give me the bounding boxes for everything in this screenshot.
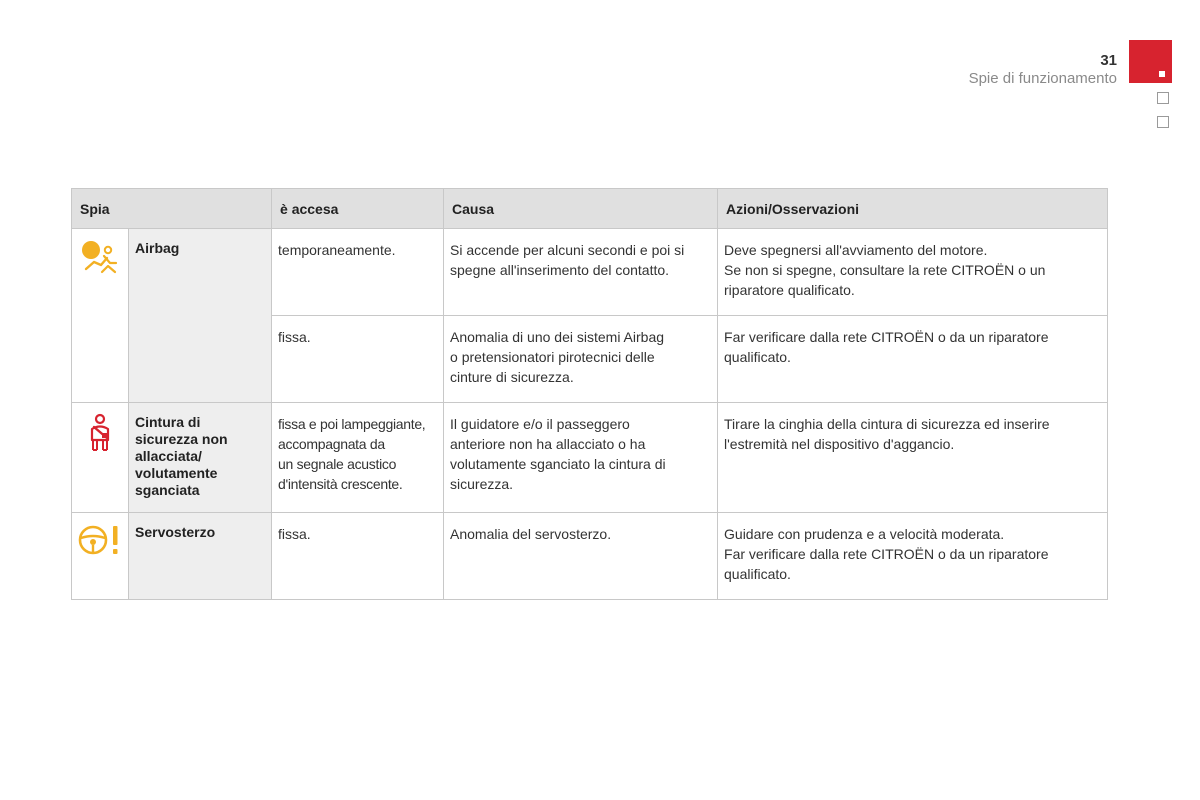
chapter-tab-active	[1129, 40, 1172, 83]
text-line: Guidare con prudenza e a velocità moderata.	[724, 526, 1005, 542]
cause-cell	[444, 403, 718, 513]
cause-cell	[444, 229, 718, 316]
text-line: Il guidatore e/o il passeggero	[450, 416, 630, 432]
icon-cell	[72, 403, 129, 513]
header-spia: Spia	[72, 189, 272, 229]
action-cell	[718, 513, 1108, 600]
table-header-row	[72, 189, 1108, 229]
text-line: Far verificare dalla rete CITROËN o da un riparatore	[724, 546, 1049, 562]
text-line: qualificato.	[724, 566, 791, 582]
text-line: l'estremità nel dispositivo d'aggancio.	[724, 436, 955, 452]
state-cell: temporaneamente.	[272, 229, 444, 316]
header-azioni: Azioni/Osservazioni	[718, 189, 1108, 229]
chapter-marker-icon	[1159, 71, 1165, 77]
text-line: Cintura di	[135, 414, 201, 430]
chapter-tab-empty	[1157, 92, 1169, 104]
text-line: d'intensità crescente.	[278, 476, 403, 492]
warning-name	[129, 403, 272, 513]
text-line: fissa e poi lampeggiante,	[278, 416, 426, 432]
text-line: o pretensionatori pirotecnici delle	[450, 349, 655, 365]
text-line: volutamente sganciato la cintura di	[450, 456, 666, 472]
page-number: 31	[1100, 52, 1117, 69]
text-line: Deve spegnersi all'avviamento del motore.	[724, 242, 988, 258]
table-row	[72, 403, 1108, 513]
table-row	[72, 229, 1108, 316]
text-line: cinture di sicurezza.	[450, 369, 574, 385]
warning-name: Servosterzo	[129, 513, 272, 600]
text-line: sganciata	[135, 482, 200, 498]
text-line: Anomalia di uno dei sistemi Airbag	[450, 329, 665, 345]
state-cell: fissa.	[272, 513, 444, 600]
state-cell: fissa.	[272, 316, 444, 403]
airbag-warning-icon	[72, 239, 128, 275]
state-cell	[272, 403, 444, 513]
section-title: Spie di funzionamento	[968, 70, 1117, 87]
text-line: Far verificare dalla rete CITROËN o da un riparatore	[724, 329, 1049, 345]
action-cell	[718, 316, 1108, 403]
page-header	[969, 52, 1117, 88]
cause-cell: Anomalia del servosterzo.	[444, 513, 718, 600]
warning-lights-table	[71, 188, 1108, 600]
text-line: un segnale acustico	[278, 456, 397, 472]
text-line: anteriore non ha allacciato o ha	[450, 436, 646, 452]
text-line: Si accende per alcuni secondi e poi si	[450, 242, 685, 258]
text-line: spegne all'inserimento del contatto.	[450, 262, 670, 278]
chapter-tab-empty	[1157, 116, 1169, 128]
cause-cell	[444, 316, 718, 403]
power-steering-warning-icon	[72, 523, 128, 557]
text-line: riparatore qualificato.	[724, 282, 855, 298]
text-line: accompagnata da	[278, 436, 385, 452]
text-line: sicurezza non	[135, 431, 228, 447]
action-cell	[718, 403, 1108, 513]
text-line: sicurezza.	[450, 476, 514, 492]
warning-name: Airbag	[129, 229, 272, 403]
text-line: Se non si spegne, consultare la rete CITROËN o un	[724, 262, 1046, 278]
action-cell	[718, 229, 1108, 316]
seatbelt-warning-icon	[72, 413, 128, 453]
text-line: qualificato.	[724, 349, 791, 365]
icon-cell	[72, 513, 129, 600]
header-accesa: è accesa	[272, 189, 444, 229]
text-line: allacciata/	[135, 448, 202, 464]
header-causa: Causa	[444, 189, 718, 229]
text-line: Tirare la cinghia della cintura di sicurezza ed inserire	[724, 416, 1050, 432]
icon-cell	[72, 229, 129, 403]
text-line: volutamente	[135, 465, 218, 481]
table-row	[72, 513, 1108, 600]
